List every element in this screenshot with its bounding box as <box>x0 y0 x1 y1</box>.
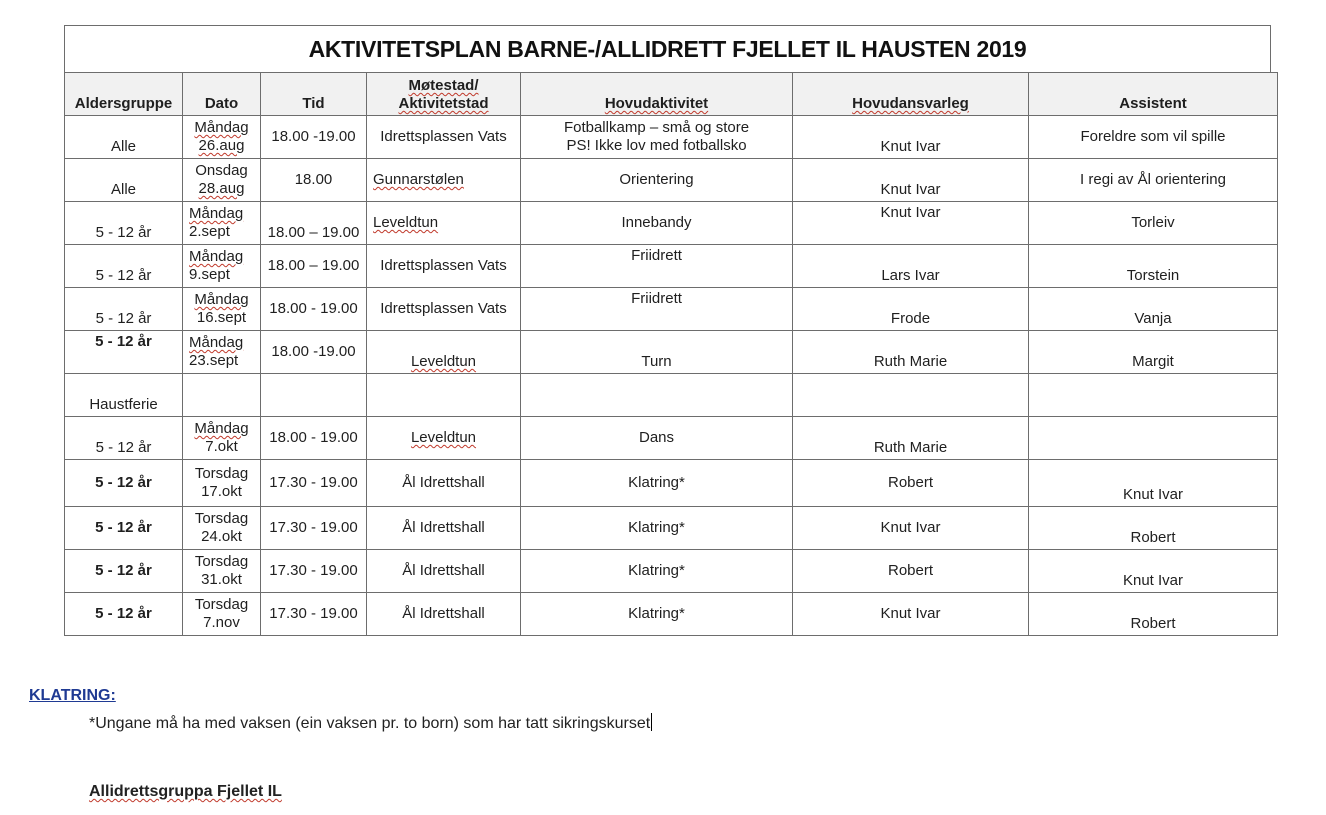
table-row <box>65 550 1278 593</box>
cell-time: 17.30 - 19.00 <box>261 507 367 550</box>
cell-place: Leveldtun <box>367 331 521 374</box>
cell-lead: Robert <box>793 460 1029 507</box>
cell-date: Måndag 23.sept <box>183 331 261 374</box>
table-row-holiday <box>65 374 1278 417</box>
cell-time <box>261 374 367 417</box>
cell-group: Alle <box>65 159 183 202</box>
cell-assistant: Robert <box>1029 593 1278 636</box>
cell-group: Haustferie <box>65 374 183 417</box>
cell-time: 18.00 -19.00 <box>261 331 367 374</box>
cell-time: 18.00 - 19.00 <box>261 288 367 331</box>
cell-assistant <box>1029 374 1278 417</box>
cell-assistant: Torleiv <box>1029 202 1278 245</box>
cell-assistant: Knut Ivar <box>1029 460 1278 507</box>
cell-activity: Klatring* <box>521 593 793 636</box>
cell-date: Måndag 16.sept <box>183 288 261 331</box>
signature: Allidrettsgruppa Fjellet IL <box>89 783 282 800</box>
cell-date: Torsdag 24.okt <box>183 507 261 550</box>
table-row <box>65 288 1278 331</box>
cell-assistant <box>1029 417 1278 460</box>
cell-place <box>367 374 521 417</box>
cell-date: Torsdag 17.okt <box>183 460 261 507</box>
cell-lead: Knut Ivar <box>793 202 1029 245</box>
activity-table <box>64 72 1278 636</box>
cell-lead: Ruth Marie <box>793 331 1029 374</box>
cell-date: Måndag 2.sept <box>183 202 261 245</box>
cell-assistant: Foreldre som vil spille <box>1029 116 1278 159</box>
cell-activity: Klatring* <box>521 550 793 593</box>
cell-place: Leveldtun <box>367 417 521 460</box>
header-activity: Hovudaktivitet <box>521 73 793 116</box>
cell-time: 18.00 <box>261 159 367 202</box>
title-box <box>64 25 1271 72</box>
cell-lead: Ruth Marie <box>793 417 1029 460</box>
cell-activity <box>521 374 793 417</box>
cell-time: 18.00 -19.00 <box>261 116 367 159</box>
table-row <box>65 116 1278 159</box>
cell-date: Torsdag 7.nov <box>183 593 261 636</box>
cell-time: 18.00 – 19.00 <box>261 245 367 288</box>
cell-place: Ål Idrettshall <box>367 593 521 636</box>
cell-date: Onsdag 28.aug <box>183 159 261 202</box>
cell-place: Idrettsplassen Vats <box>367 245 521 288</box>
cell-lead <box>793 374 1029 417</box>
cell-assistant: Torstein <box>1029 245 1278 288</box>
cell-time: 18.00 - 19.00 <box>261 417 367 460</box>
cell-activity: Friidrett <box>521 288 793 331</box>
cell-assistant: Vanja <box>1029 288 1278 331</box>
cell-assistant: Robert <box>1029 507 1278 550</box>
table-row <box>65 245 1278 288</box>
cell-lead: Robert <box>793 550 1029 593</box>
cell-time: 17.30 - 19.00 <box>261 460 367 507</box>
cell-activity: Turn <box>521 331 793 374</box>
cell-activity: Klatring* <box>521 507 793 550</box>
cell-date <box>183 374 261 417</box>
header-time: Tid <box>261 73 367 116</box>
cell-assistant: I regi av Ål orientering <box>1029 159 1278 202</box>
klatring-heading: KLATRING: <box>29 687 116 704</box>
cell-place: Ål Idrettshall <box>367 460 521 507</box>
table-row <box>65 593 1278 636</box>
cell-group: 5 - 12 år <box>65 417 183 460</box>
header-lead: Hovudansvarleg <box>793 73 1029 116</box>
cell-time: 17.30 - 19.00 <box>261 593 367 636</box>
cell-activity: Orientering <box>521 159 793 202</box>
cell-lead: Knut Ivar <box>793 507 1029 550</box>
header-date: Dato <box>183 73 261 116</box>
cell-place: Ål Idrettshall <box>367 507 521 550</box>
cell-group: 5 - 12 år <box>65 245 183 288</box>
cell-place: Gunnarstølen <box>367 159 521 202</box>
cell-activity: Innebandy <box>521 202 793 245</box>
table-row <box>65 159 1278 202</box>
cell-assistant: Margit <box>1029 331 1278 374</box>
cell-group: 5 - 12 år <box>65 460 183 507</box>
cell-place: Idrettsplassen Vats <box>367 288 521 331</box>
cell-date: Torsdag 31.okt <box>183 550 261 593</box>
header-place: Møtestad/ Aktivitetstad <box>367 73 521 116</box>
cell-group: 5 - 12 år <box>65 593 183 636</box>
cell-place: Ål Idrettshall <box>367 550 521 593</box>
cell-assistant: Knut Ivar <box>1029 550 1278 593</box>
cell-lead: Knut Ivar <box>793 593 1029 636</box>
cell-group: 5 - 12 år <box>65 331 183 374</box>
cell-lead: Lars Ivar <box>793 245 1029 288</box>
cell-activity: Fotballkamp – små og store PS! Ikke lov med fotballsko <box>521 116 793 159</box>
table-row <box>65 507 1278 550</box>
cell-group: 5 - 12 år <box>65 202 183 245</box>
cell-place: Leveldtun <box>367 202 521 245</box>
cell-place: Idrettsplassen Vats <box>367 116 521 159</box>
cell-lead: Knut Ivar <box>793 159 1029 202</box>
cell-activity: Klatring* <box>521 460 793 507</box>
cell-activity: Friidrett <box>521 245 793 288</box>
cell-group: Alle <box>65 116 183 159</box>
cell-date: Måndag 9.sept <box>183 245 261 288</box>
cell-date: Måndag 7.okt <box>183 417 261 460</box>
cell-time: 17.30 - 19.00 <box>261 550 367 593</box>
table-row <box>65 331 1278 374</box>
table-row <box>65 417 1278 460</box>
page-title: AKTIVITETSPLAN BARNE-/ALLIDRETT FJELLET IL HAUSTEN 2019 <box>308 35 1027 62</box>
cell-lead: Knut Ivar <box>793 116 1029 159</box>
text-cursor <box>651 713 652 731</box>
cell-lead: Frode <box>793 288 1029 331</box>
cell-time: 18.00 – 19.00 <box>261 202 367 245</box>
header-group: Aldersgruppe <box>65 73 183 116</box>
cell-activity: Dans <box>521 417 793 460</box>
cell-date: Måndag 26.aug <box>183 116 261 159</box>
table-row <box>65 202 1278 245</box>
cell-group: 5 - 12 år <box>65 550 183 593</box>
header-assistant: Assistent <box>1029 73 1278 116</box>
header-row <box>65 73 1278 116</box>
cell-group: 5 - 12 år <box>65 507 183 550</box>
table-row <box>65 460 1278 507</box>
cell-group: 5 - 12 år <box>65 288 183 331</box>
klatring-note: *Ungane må ha med vaksen (ein vaksen pr. to born) som har tatt sikringskurset <box>89 715 651 732</box>
